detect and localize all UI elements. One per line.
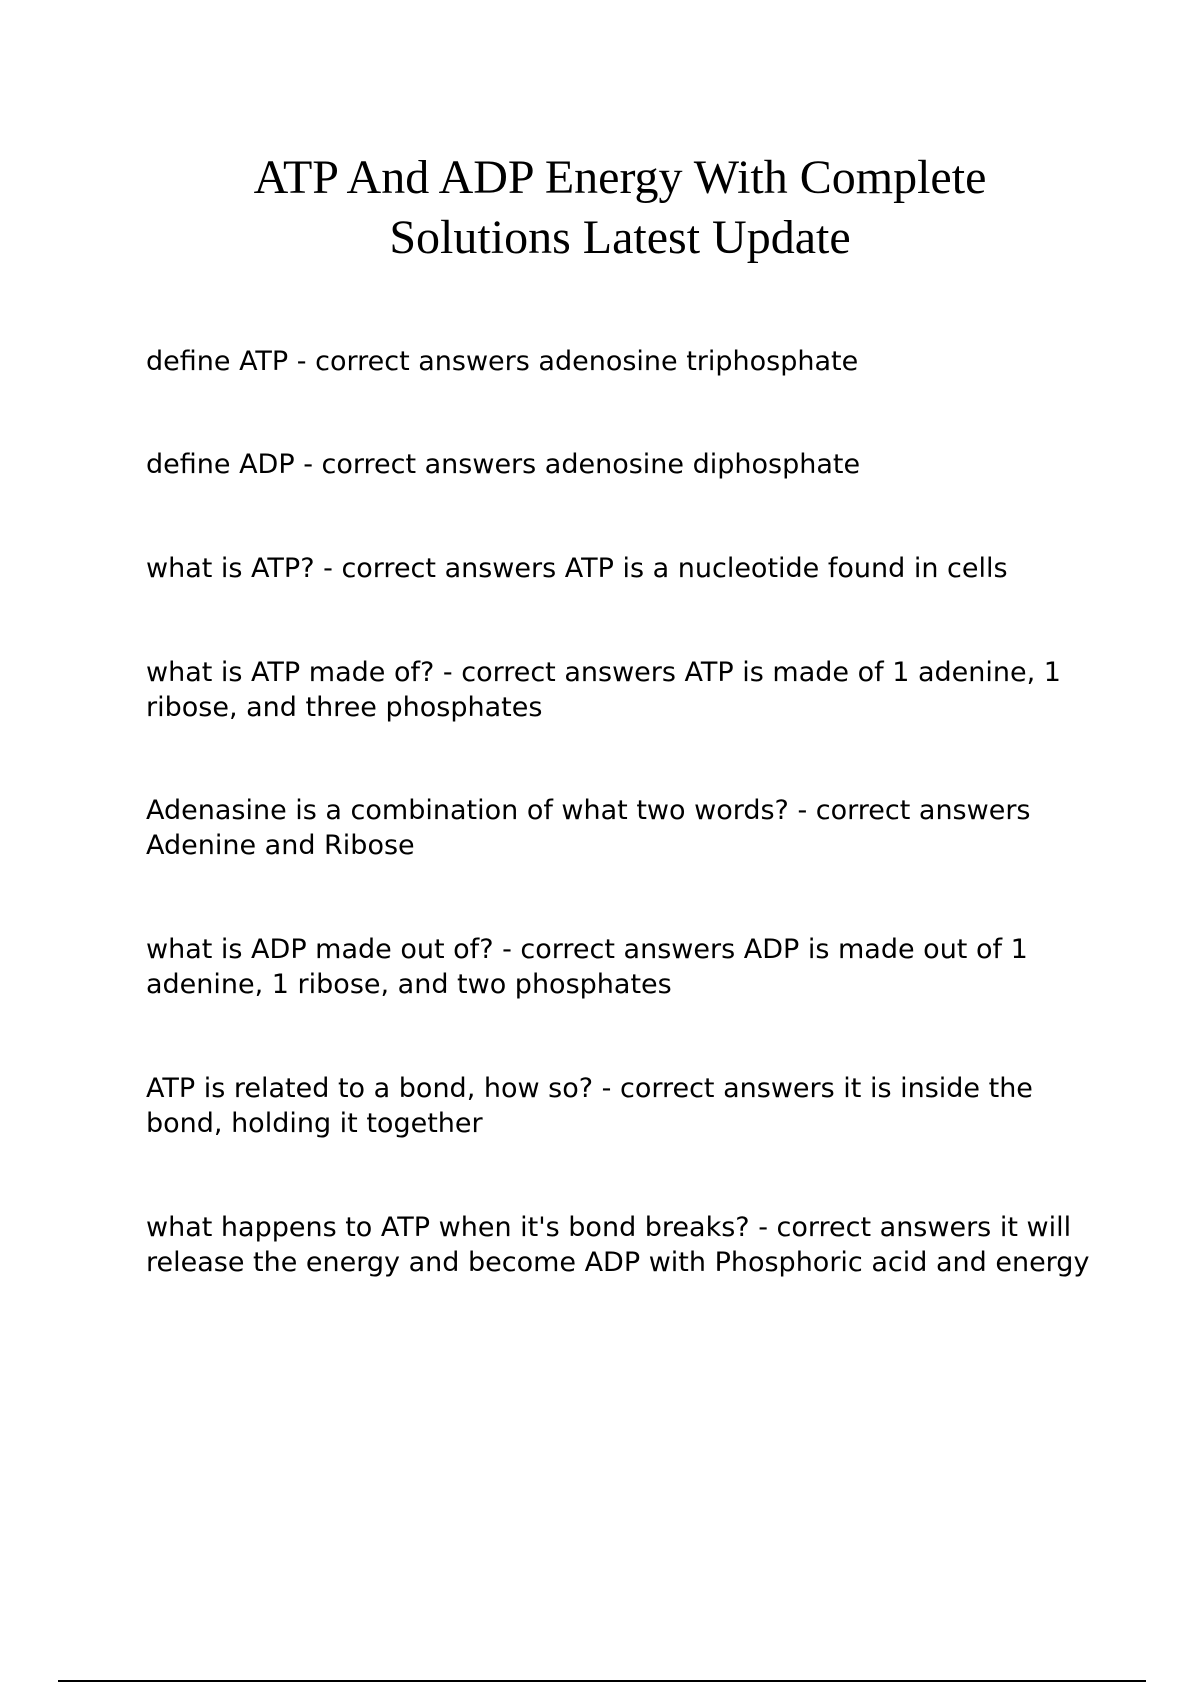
qa-item: ATP is related to a bond, how so? - correct answers it is inside the bond, holding it together (146, 1073, 1033, 1139)
title-line-2: Solutions Latest Update (389, 211, 851, 264)
qa-item: what is ATP? - correct answers ATP is a nucleotide found in cells (146, 553, 1008, 584)
qa-item: Adenasine is a combination of what two words? - correct answers Adenine and Ribose (146, 795, 1031, 861)
qa-item: define ATP - correct answers adenosine triphosphate (146, 346, 859, 377)
qa-item: what is ATP made of? - correct answers ATP is made of 1 adenine, 1 ribose, and three phosphates (146, 657, 1061, 723)
footer-divider (58, 1680, 1146, 1682)
document-title (180, 148, 1060, 268)
qa-item: what happens to ATP when it's bond breaks? - correct answers it will release the energy and become ADP with Phosphoric acid and energy (146, 1212, 1090, 1278)
title-line-1: ATP And ADP Energy With Complete (253, 151, 987, 204)
qa-item: what is ADP made out of? - correct answers ADP is made out of 1 adenine, 1 ribose, and two phosphates (146, 934, 1028, 1000)
qa-item: define ADP - correct answers adenosine diphosphate (146, 449, 861, 480)
